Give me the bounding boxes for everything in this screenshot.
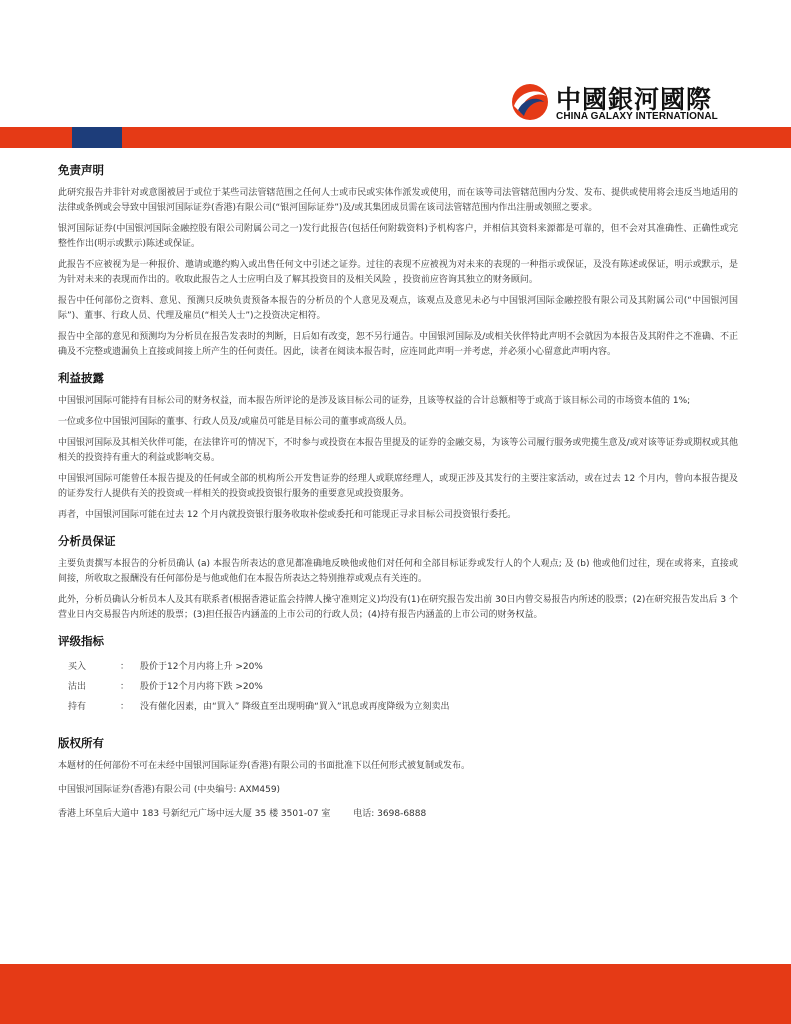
analyst-paragraph: 主要负责撰写本报告的分析员确认 (a) 本报告所表达的意见都准确地反映他或他们对任何和全部目标证券或发行人的个人观点; 及 (b) 他或他们过往，现在或将来，直接或间接，所收取之报酬没有任何部份是与他或他们在本报告所表达之特别推荐或观点有关连的。 [58, 559, 738, 584]
rating-desc: 股价于12个月内将下跌 >20% [140, 682, 263, 692]
company-address-line: 香港上环皇后大道中 183 号新纪元广场中远大厦 35 楼 3501-07 室 电话: 3698-6888 [58, 809, 427, 819]
disclaimer-heading: 免责声明 [58, 163, 104, 177]
copyright-section [58, 735, 738, 822]
rating-row-buy [58, 657, 738, 677]
rating-colon: ： [120, 682, 130, 692]
company-logo [510, 80, 740, 124]
analyst-heading: 分析员保证 [58, 534, 116, 548]
interest-section [58, 370, 738, 523]
interest-paragraph: 中国银河国际可能持有目标公司的财务权益，而本报告所评论的是涉及该目标公司的证券，且该等权益的合计总额相等于或高于该目标公司的市场资本值的 1%; [58, 396, 691, 406]
interest-paragraph: 再者，中国银河国际可能在过去 12 个月内就投资银行服务收取补偿或委托和可能现正寻求目标公司投资银行委托。 [58, 510, 517, 520]
interest-paragraph: 中国银河国际可能曾任本报告提及的任何或全部的机构所公开发售证券的经理人或联席经理人，或现正涉及其发行的主要注家活动，或在过去 12 个月内，曾向本报告提及的证券发行人提供有关的投资或一样相关的投资或投资银行服务的重要意见或投资服务。 [58, 474, 738, 499]
rating-desc: 没有催化因素，由“買入” 降级直至出现明确“買入”讯息或再度降级为立刻卖出 [140, 702, 450, 712]
interest-paragraph: 一位或多位中国银河国际的董事、行政人员及/或雇员可能是目标公司的董事或高级人员。 [58, 417, 413, 427]
interest-paragraph: 中国银河国际及其相关伙伴可能，在法律许可的情况下，不时参与或投资在本报告里提及的证券的金融交易，为该等公司履行服务或兜揽生意及/或对该等证券或期权或其他相关的投资持有重大的利益或影响交易。 [58, 438, 738, 463]
rating-term: 持有 [68, 702, 87, 712]
copyright-line: 本题材的任何部份不可在未经中国银河国际证券(香港)有限公司的书面批准下以任何形式被复制或发布。 [58, 761, 471, 771]
rating-term: 沽出 [68, 682, 87, 692]
disclaimer-paragraph: 此研究报告并非针对或意图被居于或位于某些司法管辖范围之任何人士或市民或实体作派发或使用，而在该等司法管辖范围内分发、发布、提供或使用将会违反当地适用的法律或条例或会导致中国银河国际证券(香港)有限公司(“银河国际证券”)及/或其集团成员需在该司法管辖范围内作出注册或领照之要求。 [58, 188, 738, 213]
disclaimer-section [58, 162, 738, 360]
rating-row-sell [58, 677, 738, 697]
disclaimer-paragraph: 报告中任何部份之资料、意见、预测只反映负责预备本报告的分析员的个人意见及观点，该观点及意见未必与中国银河国际金融控股有限公司及其附属公司(“中国银河国际”)、董事、行政人员、代理及雇员(“相关人士”)之投资决定相符。 [58, 296, 738, 321]
document-body [58, 162, 738, 832]
analyst-paragraph: 此外，分析员确认分析员本人及其有联系者(根据香港证监会持牌人操守准则定义)均没有(1)在研究报告发出前 30日内曾交易报告内所述的股票；(2)在研究报告发出后 3 个营业日内交易报告内所述的股票；(3)担任报告内涵盖的上市公司的行政人员；(4)持有报告内涵盖的上市公司的财务权益。 [58, 595, 738, 620]
galaxy-swirl-icon [510, 82, 550, 122]
interest-heading: 利益披露 [58, 371, 104, 385]
footer-color-bar [0, 964, 791, 1024]
header-blue-block [72, 127, 122, 148]
rating-section [58, 633, 738, 717]
header-color-bar [0, 127, 791, 148]
analyst-section [58, 533, 738, 623]
rating-heading: 评级指标 [58, 634, 104, 648]
disclaimer-paragraph: 报告中全部的意见和预测均为分析员在报告发表时的判断，日后如有改变，恕不另行通告。中国银河国际及/或相关伙伴特此声明不会就因为本报告及其附件之不准确、不正确及不完整或遗漏负上直接或间接上所产生的任何责任。因此，读者在阅读本报告时，应连同此声明一并考虑，并必须小心留意此声明内容。 [58, 332, 738, 357]
logo-chinese-text: 中國銀河國際 [556, 85, 713, 114]
rating-row-hold [58, 697, 738, 717]
rating-colon: ： [120, 662, 130, 672]
company-registration-line: 中国银河国际证券(香港)有限公司 (中央编号: AXM459) [58, 785, 281, 795]
rating-term: 买入 [68, 662, 87, 672]
rating-colon: ： [120, 702, 130, 712]
disclaimer-paragraph: 银河国际证券(中国银河国际金融控股有限公司附属公司之一)发行此报告(包括任何附载资料)予机构客户，并相信其资料来源都是可靠的，但不会对其准确性、正确性或完整性作出(明示或默示)陈述或保证。 [58, 224, 738, 249]
copyright-heading: 版权所有 [58, 736, 104, 750]
logo-english-text: CHINA GALAXY INTERNATIONAL [556, 111, 718, 122]
rating-desc: 股价于12个月内将上升 >20% [140, 662, 263, 672]
disclaimer-paragraph: 此报告不应被视为是一种报价、邀请或邀约购入或出售任何文中引述之证券。过往的表现不应被视为对未来的表现的一种指示或保证，及没有陈述或保证，明示或默示，是为针对未来的表现而作出的。收取此报告之人士应明白及了解其投资目的及相关风险 ，投资前应咨询其独立的财务顾问。 [58, 260, 738, 285]
